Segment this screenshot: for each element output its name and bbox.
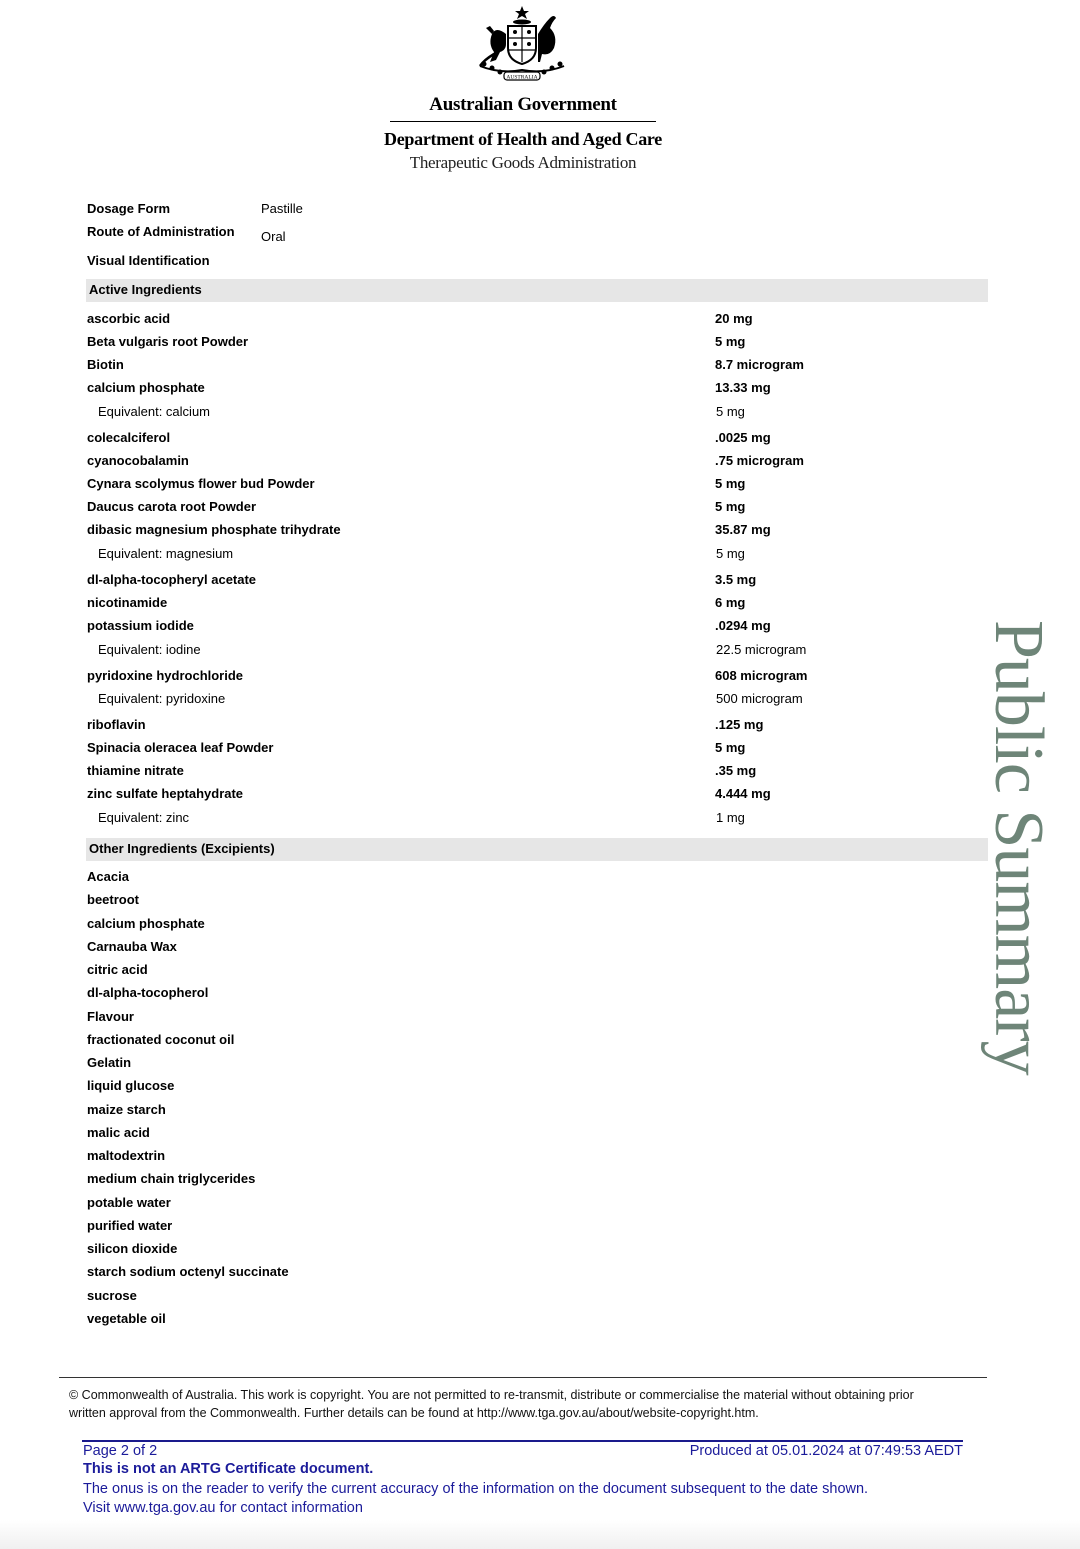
excipient-item: malic acid [87,1125,150,1140]
ingredient-quantity: 8.7 microgram [715,357,804,372]
active-ingredient-row [0,499,1000,521]
active-ingredient-row [0,618,1000,640]
active-ingredient-row [0,430,1000,452]
route-label: Route of Administration [87,224,235,239]
equivalent-row [0,546,1000,568]
excipient-item: medium chain triglycerides [87,1171,256,1186]
dosage-form-label: Dosage Form [87,201,171,216]
excipient-item: maize starch [87,1102,166,1117]
department-name: Department of Health and Aged Care [384,129,662,149]
excipient-item: vegetable oil [87,1311,166,1326]
ingredient-name: riboflavin [87,717,146,732]
ingredient-name: Cynara scolymus flower bud Powder [87,476,315,491]
ingredient-quantity: 6 mg [715,595,746,610]
page-number: Page 2 of 2 [83,1443,158,1459]
active-ingredient-row [0,380,1000,402]
ingredient-name: Daucus carota root Powder [87,499,257,514]
ingredient-name: Beta vulgaris root Powder [87,334,249,349]
ingredient-name: nicotinamide [87,595,168,610]
ingredient-quantity: .0025 mg [715,430,771,445]
active-ingredient-row [0,717,1000,739]
ingredient-name: ascorbic acid [87,311,171,326]
ingredient-quantity: 1 mg [716,810,745,825]
document-header [0,0,1080,185]
government-title: Australian Government [429,94,617,115]
dosage-form-value: Pastille [261,201,303,216]
ingredient-quantity: 608 microgram [715,668,808,683]
ingredient-name: potassium iodide [87,618,194,633]
svg-text:AUSTRALIA: AUSTRALIA [506,74,538,81]
ingredient-name: Equivalent: iodine [98,642,201,657]
ingredient-name: zinc sulfate heptahydrate [87,786,244,801]
active-ingredient-row [0,476,1000,498]
ingredient-quantity: 5 mg [715,334,746,349]
agency-name: Therapeutic Goods Administration [409,153,637,172]
active-ingredient-row [0,334,1000,356]
equivalent-row [0,404,1000,426]
ingredient-name: Equivalent: pyridoxine [98,691,226,706]
watermark-text: Public Summary [980,620,1057,1075]
public-summary-watermark [980,620,1060,1130]
ingredient-quantity: 22.5 microgram [716,642,807,657]
active-ingredient-row [0,522,1000,544]
copyright-line: written approval from the Commonwealth. Further details can be found at http://www.tga.gov.au/about/website-copyright.htm. [69,1406,759,1420]
ingredient-quantity: .125 mg [715,717,764,732]
active-ingredient-row [0,668,1000,690]
ingredient-name: Spinacia oleracea leaf Powder [87,740,274,755]
active-ingredients-header [86,279,988,302]
excipient-item: Gelatin [87,1055,132,1070]
active-ingredient-row [0,311,1000,333]
footer-blue-rule [82,1440,963,1442]
accuracy-disclaimer: The onus is on the reader to verify the current accuracy of the information on the document subsequent to the date shown. [83,1481,869,1497]
ingredient-quantity: 500 microgram [716,691,803,706]
coat-of-arms-logo [470,4,574,88]
active-ingredient-row [0,786,1000,808]
header-divider [390,121,656,122]
active-ingredient-row [0,740,1000,762]
excipient-item: sucrose [87,1288,137,1303]
ingredient-quantity: 20 mg [715,311,753,326]
ingredient-quantity: 5 mg [715,740,746,755]
ingredient-quantity: 4.444 mg [715,786,771,801]
excipient-item: calcium phosphate [87,916,205,931]
ingredient-name: calcium phosphate [87,380,205,395]
equivalent-row [0,691,1000,713]
excipient-item: dl-alpha-tocopherol [87,985,209,1000]
copyright-line: © Commonwealth of Australia. This work is copyright. You are not permitted to re-transmit, distribute or commercialise the material without obtaining prior [69,1388,914,1402]
excipient-item: purified water [87,1218,173,1233]
contact-info: Visit www.tga.gov.au for contact information [83,1500,363,1516]
active-ingredient-row [0,595,1000,617]
ingredient-quantity: 5 mg [716,546,745,561]
visual-identification-label: Visual Identification [87,253,210,268]
excipients-heading: Other Ingredients (Excipients) [89,841,275,856]
active-ingredients-heading: Active Ingredients [89,282,202,297]
route-value: Oral [261,229,286,244]
excipient-item: liquid glucose [87,1078,175,1093]
excipient-item: Carnauba Wax [87,939,177,954]
ingredient-quantity: .75 microgram [715,453,804,468]
ingredient-name: dl-alpha-tocopheryl acetate [87,572,257,587]
ingredient-name: Equivalent: zinc [98,810,190,825]
ingredient-quantity: 35.87 mg [715,522,771,537]
equivalent-row [0,810,1000,832]
copyright-notice [69,1386,969,1422]
excipient-item: silicon dioxide [87,1241,178,1256]
footer-divider [59,1377,987,1378]
ingredient-name: cyanocobalamin [87,453,189,468]
ingredient-name: colecalciferol [87,430,171,445]
ingredient-name: Biotin [87,357,124,372]
ingredient-quantity: 3.5 mg [715,572,757,587]
ingredient-quantity: .0294 mg [715,618,771,633]
excipient-item: fractionated coconut oil [87,1032,235,1047]
equivalent-row [0,642,1000,664]
active-ingredient-row [0,357,1000,379]
excipient-item: potable water [87,1195,171,1210]
active-ingredient-row [0,572,1000,594]
ingredient-quantity: 5 mg [716,404,745,419]
ingredient-quantity: 5 mg [715,499,746,514]
ingredient-quantity: 5 mg [715,476,746,491]
excipient-item: beetroot [87,892,139,907]
page-bottom-shade [0,1520,1080,1549]
ingredient-name: Equivalent: magnesium [98,546,234,561]
excipients-header [86,838,988,861]
excipient-item: maltodextrin [87,1148,166,1163]
not-certificate-notice: This is not an ARTG Certificate document. [83,1461,374,1477]
produced-timestamp: Produced at 05.01.2024 at 07:49:53 AEDT [689,1443,963,1459]
excipient-item: Flavour [87,1009,134,1024]
ingredient-name: dibasic magnesium phosphate trihydrate [87,522,341,537]
ingredient-quantity: .35 mg [715,763,757,778]
active-ingredient-row [0,453,1000,475]
ingredient-name: thiamine nitrate [87,763,184,778]
ingredient-quantity: 13.33 mg [715,380,771,395]
excipient-item: starch sodium octenyl succinate [87,1264,289,1279]
ingredient-name: pyridoxine hydrochloride [87,668,244,683]
active-ingredient-row [0,763,1000,785]
excipient-item: citric acid [87,962,148,977]
ingredient-name: Equivalent: calcium [98,404,210,419]
excipient-item: Acacia [87,869,129,884]
